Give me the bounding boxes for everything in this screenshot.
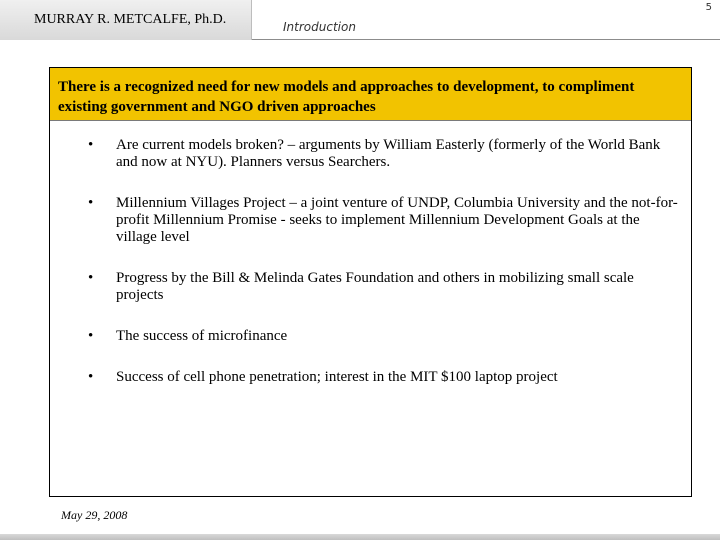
bullet-text: The success of microfinance	[116, 328, 288, 344]
author-tab	[0, 0, 252, 40]
footer-bar	[0, 534, 720, 540]
headline-text: There is a recognized need for new models and approaches to development, to compliment existing government and NGO driven approaches	[58, 79, 635, 115]
bullet-item	[88, 137, 679, 171]
bullet-item	[88, 270, 679, 304]
header-divider	[252, 39, 720, 40]
content-frame	[49, 67, 692, 497]
bullet-list	[88, 137, 679, 410]
bullet-item	[88, 369, 679, 386]
bullet-text: Are current models broken? – arguments by William Easterly (formerly of the World Bank and now at NYU). Planners versus Searchers.	[116, 137, 661, 170]
bullet-text: Progress by the Bill & Melinda Gates Foundation and others in mobilizing small scale projects	[116, 270, 634, 303]
bullet-text: Success of cell phone penetration; interest in the MIT $100 laptop project	[116, 369, 558, 385]
bullet-icon: •	[88, 328, 94, 344]
page-number: 5	[705, 2, 712, 13]
author-name: MURRAY R. METCALFE, Ph.D.	[34, 12, 227, 27]
bullet-icon: •	[88, 270, 94, 286]
bullet-icon: •	[88, 369, 94, 385]
bullet-text: Millennium Villages Project – a joint venture of UNDP, Columbia University and the not-for-profit Millennium Promise - seeks to implement Millennium Development Goals at the village level	[116, 195, 678, 245]
section-title: Introduction	[283, 20, 356, 34]
bullet-item	[88, 195, 679, 246]
bullet-icon: •	[88, 137, 94, 153]
bullet-icon: •	[88, 195, 94, 211]
footer-date: May 29, 2008	[61, 508, 128, 522]
headline-box	[50, 68, 691, 121]
bullet-item	[88, 328, 679, 345]
